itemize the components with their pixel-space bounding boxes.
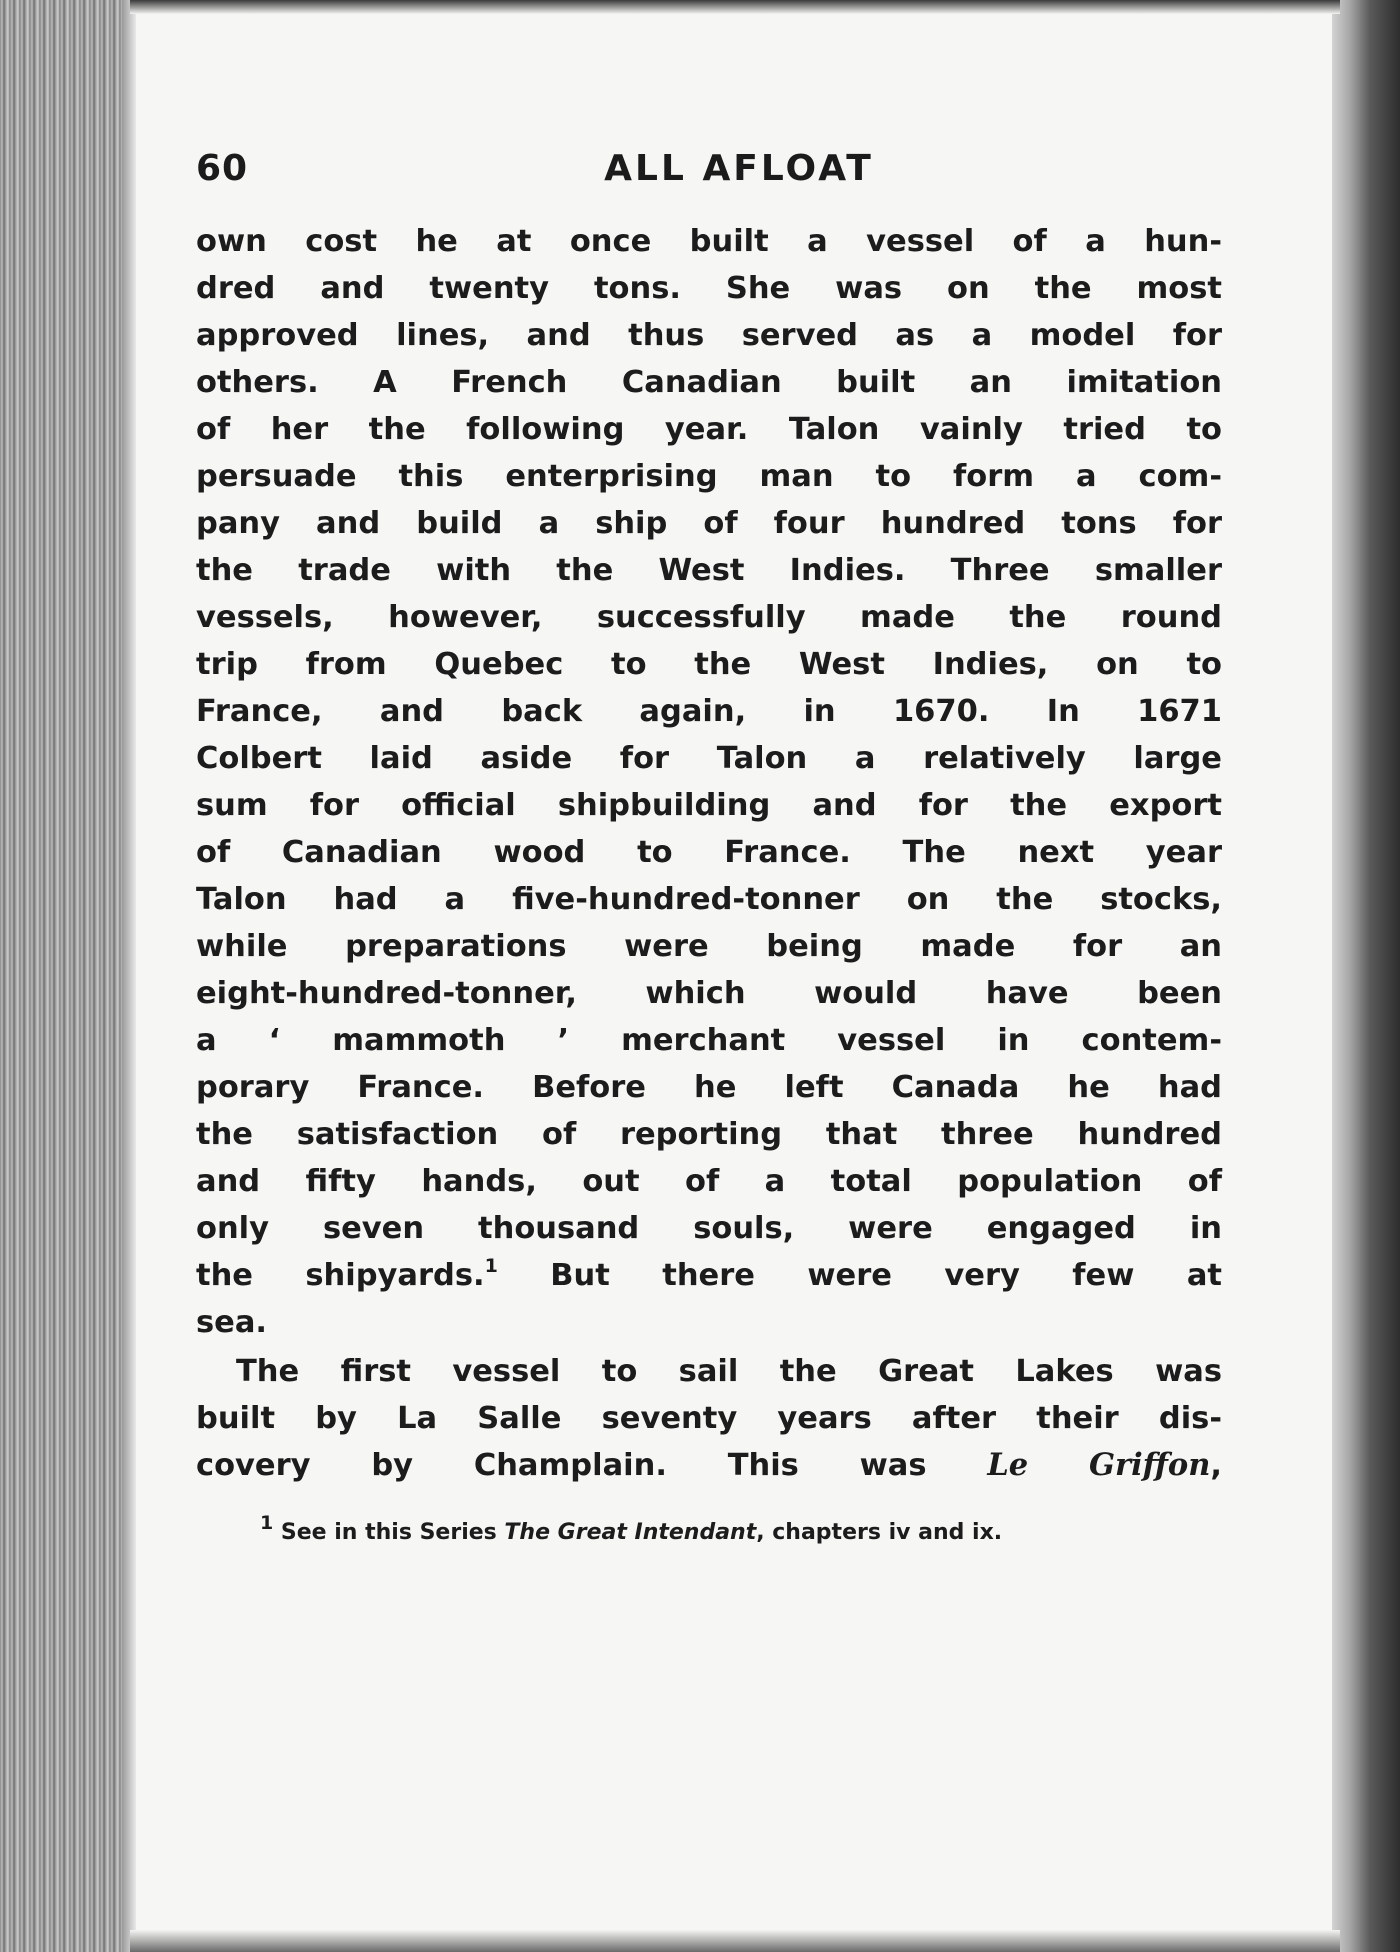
text-line: pany and build a ship of four hundred tons for	[196, 506, 1222, 541]
text-line: the trade with the West Indies. Three smaller	[196, 553, 1222, 588]
ship-name-italic: Le Griffon	[987, 1447, 1211, 1483]
text-line: built by La Salle seventy years after their dis-	[196, 1401, 1222, 1436]
footnote-marker: 1	[260, 1511, 274, 1534]
footnote	[196, 1511, 1222, 1545]
page-number: 60	[196, 148, 249, 189]
text-line: The first vessel to sail the Great Lakes was	[236, 1354, 1222, 1389]
body-text	[196, 218, 1222, 1489]
text-line: Colbert laid aside for Talon a relatively large	[196, 741, 1222, 776]
text-line: eight-hundred-tonner, which would have been	[196, 976, 1222, 1011]
text-line: Talon had a five-hundred-tonner on the stocks,	[196, 882, 1222, 917]
text-line-with-footnote-ref	[196, 1252, 1222, 1299]
text-line: porary France. Before he left Canada he had	[196, 1070, 1222, 1105]
text-line: own cost he at once built a vessel of a hun-	[196, 224, 1222, 259]
text-line: France, and back again, in 1670. In 1671	[196, 694, 1222, 729]
footnote-text: See in this Series	[273, 1520, 505, 1545]
text-line: a ‘ mammoth ’ merchant vessel in contem-	[196, 1023, 1222, 1058]
text-segment: the shipyards.	[196, 1258, 485, 1293]
book-page-edges-left	[0, 0, 136, 1952]
text-line: approved lines, and thus served as a model for	[196, 318, 1222, 353]
text-segment: ,	[1210, 1448, 1222, 1483]
footnote-book-title: The Great Intendant	[504, 1520, 757, 1545]
footnote-reference: 1	[484, 1254, 498, 1277]
text-line: vessels, however, successfully made the round	[196, 600, 1222, 635]
page-header	[196, 148, 1222, 198]
text-line: and fifty hands, out of a total population of	[196, 1164, 1222, 1199]
text-segment: But there were very few at	[497, 1258, 1222, 1293]
text-line: sum for official shipbuilding and for the export	[196, 788, 1222, 823]
text-line: trip from Quebec to the West Indies, on to	[196, 647, 1222, 682]
book-binding-right	[1330, 0, 1400, 1952]
text-line: others. A French Canadian built an imitation	[196, 365, 1222, 400]
text-line: only seven thousand souls, were engaged in	[196, 1211, 1222, 1246]
text-segment: covery by Champlain. This was	[196, 1448, 988, 1483]
text-line: of her the following year. Talon vainly tried to	[196, 412, 1222, 447]
top-shadow	[130, 0, 1340, 14]
text-line: the satisfaction of reporting that three hundred	[196, 1117, 1222, 1152]
text-line: of Canadian wood to France. The next year	[196, 835, 1222, 870]
text-line: sea.	[196, 1305, 268, 1340]
text-line-with-italic	[196, 1442, 1222, 1489]
text-line: dred and twenty tons. She was on the most	[196, 271, 1222, 306]
bottom-shadow	[130, 1930, 1340, 1952]
text-line: while preparations were being made for an	[196, 929, 1222, 964]
text-line: persuade this enterprising man to form a com-	[196, 459, 1222, 494]
footnote-text: , chapters iv and ix.	[756, 1520, 1003, 1545]
running-head: ALL AFLOAT	[604, 148, 874, 189]
